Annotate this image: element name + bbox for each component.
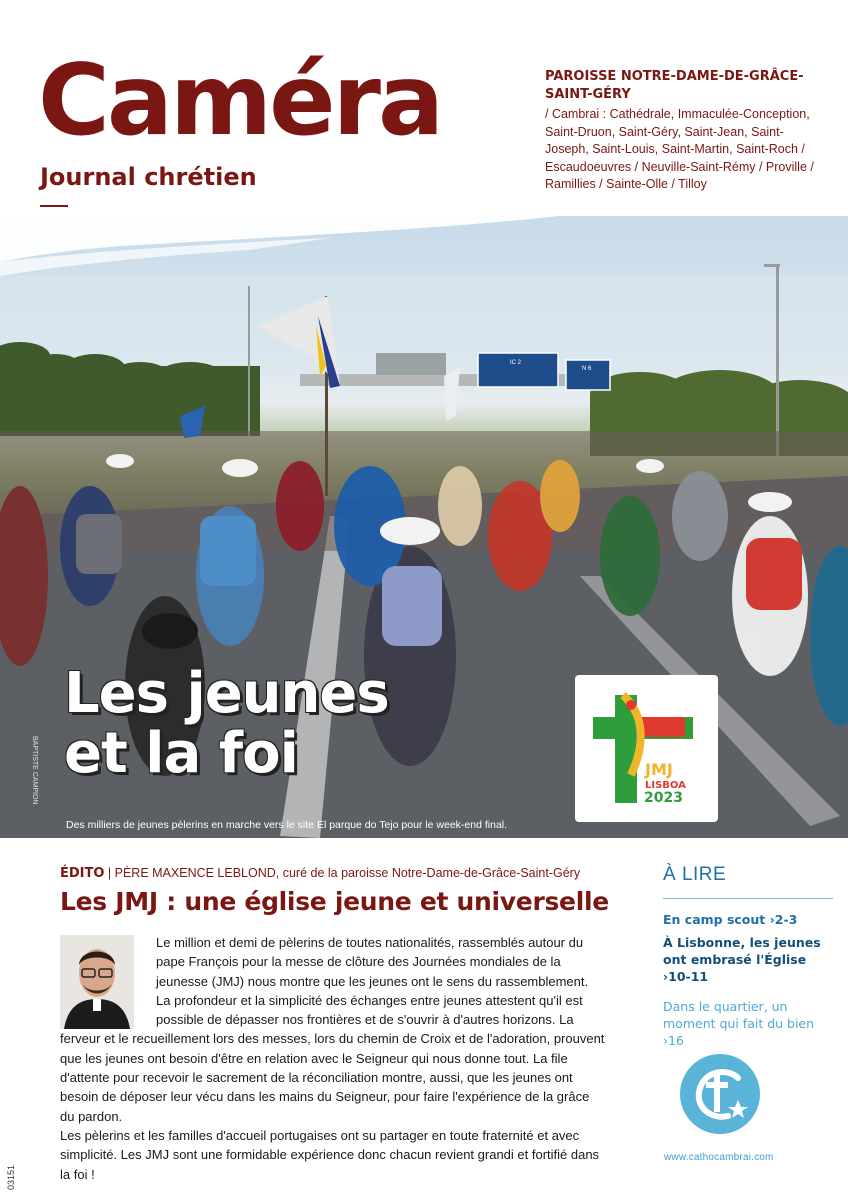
edito-paragraph-2: Les pèlerins et les familles d'accueil portugaises ont su partager en toute fraternité et avec simplicité. Les JMJ sont une formidable expérience donc chacun revient grandi et fortifié dans la foi ! [60,1127,600,1182]
sidebar-item-quartier: Dans le quartier, un moment qui fait du bien ›16 [663,999,815,1048]
edito-title: Les JMJ : une église jeune et universelle [60,887,609,916]
sidebar-item-lisbonne: À Lisbonne, les jeunes ont embrasé l'Église ›10-11 [663,935,821,984]
edito-header [60,866,580,881]
masthead-title: Caméra [38,44,442,158]
parish-title: PAROISSE NOTRE-DAME-DE-GRÂCE-SAINT-GÉRY [545,69,804,102]
jmj-lisboa-logo [575,675,718,822]
sidebar-title: À LIRE [663,864,727,885]
cover-photo [0,216,848,838]
road-sign-text: IC 2 [510,360,522,366]
edito-body [60,933,605,1184]
website-url: www.cathocambrai.com [664,1152,774,1163]
jmj-city: LISBOA [645,780,686,791]
sidebar-item-camp-scout: En camp scout ›2-3 [663,912,798,927]
sidebar-a-lire [663,864,833,1049]
edito-author: | PÈRE MAXENCE LEBLOND, curé de la paroisse Notre-Dame-de-Grâce-Saint-Géry [104,866,581,880]
cover-photo-caption: Des milliers de jeunes pèlerins en marche vers le site El parque do Tejo pour le week-end final. [66,819,508,831]
jmj-year: 2023 [644,790,683,806]
photo-credit: BAPTISTE CAMPION [31,736,38,805]
edito-label: ÉDITO [60,866,105,881]
parish-churches-list: / Cambrai : Cathédrale, Immaculée-Conception, Saint-Druon, Saint-Géry, Saint-Jean, Saint-Joseph, Saint-Louis, Saint-Martin, Saint-Roch / Escaudoeuvres / Neuville-Saint-Rémy / Proville / Ramillies / Sainte-Olle / Tilloy [545,107,814,191]
parish-block [545,68,815,194]
cover-headline [64,661,389,786]
sidebar-divider [663,898,833,899]
cover-headline-line2: et la foi [64,721,298,786]
masthead-divider [40,205,68,207]
masthead-subtitle: Journal chrétien [40,163,257,191]
jmj-label: JMJ [645,760,673,779]
publication-code: 03151 [6,1164,16,1190]
diocese-logo-icon [680,1054,760,1134]
cover-headline-line1: Les jeunes [64,661,389,726]
road-sign-2-text: N 6 [582,366,592,372]
edito-paragraph-1: Le million et demi de pèlerins de toutes nationalités, rassemblés autour du pape François pour la messe de clôture des Journées mondiales de la jeunesse (JMJ) nous montre que les jeunes ont le sens du rassemblement. La profondeur et la simplicité des échanges entre jeunes attestent qu'il est possible de dépasser nos frontières et de s'ouvrir à d'autres horizons. La ferveur et le recueillement lors des messes, lors du chemin de Croix et de l'adoration, prouvent que les jeunes ont besoin d'être en relation avec le Seigneur qui nous donne tout. La file d'attente pour recevoir le sacrement de la réconciliation montre, aussi, que les jeunes ont besoin de déposer leur vécu dans les mains du Seigneur, pour faire l'expérience de la grâce du pardon. [60,935,605,1124]
